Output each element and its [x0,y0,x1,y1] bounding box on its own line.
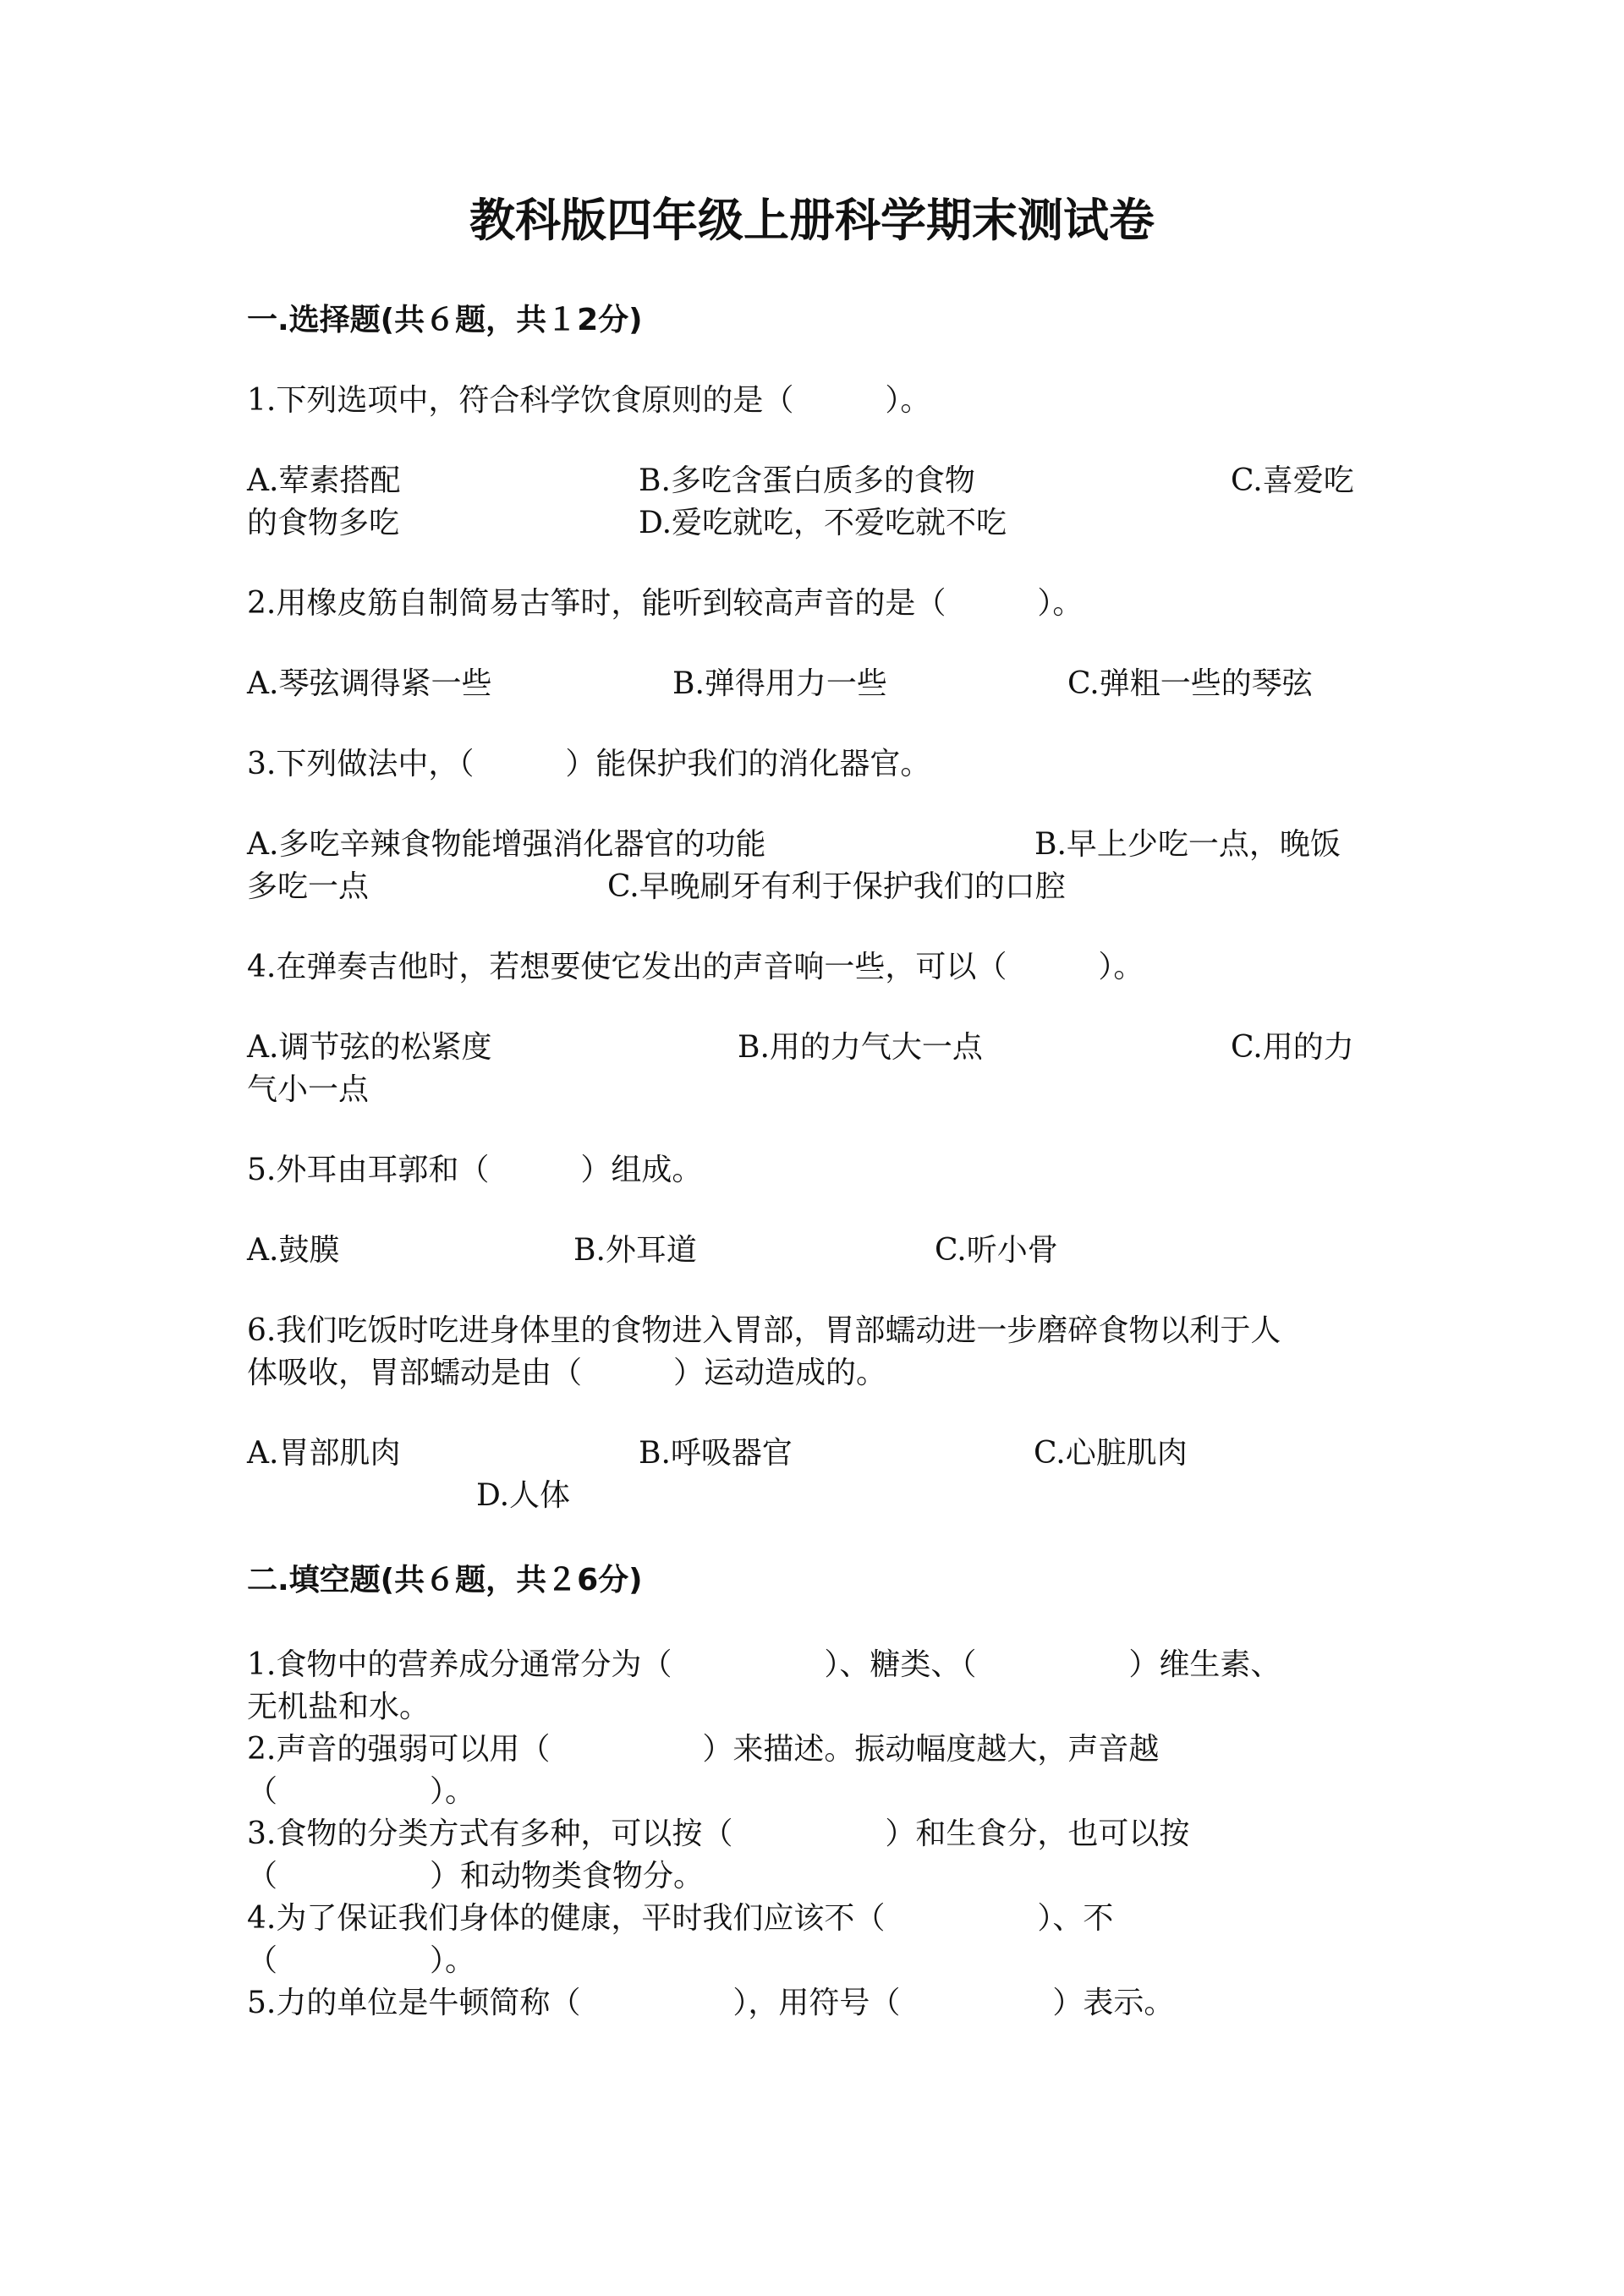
fill-question: 2.声音的强弱可以用（ ）来描述。振动幅度越大，声音越 [247,1732,1160,1767]
option-c: C.早晚刷牙有利于保护我们的口腔 [607,869,1066,904]
option-a: A.胃部肌肉 [247,1436,401,1471]
option-a: A.多吃辛辣食物能增强消化器官的功能 [247,827,766,862]
question-stem: 4.在弹奏吉他时，若想要使它发出的声音响一些，可以（ ）。 [247,950,1144,984]
option-b: B.多吃含蛋白质多的食物 [639,463,975,498]
option-a: A.调节弦的松紧度 [247,1030,492,1065]
option-d: D.人体 [476,1478,571,1513]
page-title: 教科版四年级上册科学期末测试卷 [469,194,1155,247]
option-b: B.弹得用力一些 [672,666,887,701]
question-stem: 6.我们吃饭时吃进身体里的食物进入胃部，胃部蠕动进一步磨碎食物以利于人 [247,1313,1281,1348]
option-b-continued: 多吃一点 [247,869,370,904]
fill-question: 3.食物的分类方式有多种，可以按（ ）和生食分，也可以按 [247,1817,1190,1851]
option-c: C.弹粗一些的琴弦 [1067,666,1313,701]
fill-question-continued: （ ）。 [247,1943,476,1978]
option-c: C.用的力 [1231,1030,1354,1065]
question-stem-continued: 体吸收，胃部蠕动是由（ ）运动造成的。 [247,1356,887,1390]
section-heading-choice: 一.选择题(共６题，共１2分) [247,303,643,337]
option-c: C.喜爱吃 [1231,463,1354,498]
option-c: C.听小骨 [935,1233,1058,1268]
fill-question-continued: （ ）。 [247,1774,476,1809]
option-c-continued: 的食物多吃 [247,506,400,540]
fill-question: 4.为了保证我们身体的健康，平时我们应该不（ ）、不 [247,1901,1114,1936]
question-stem: 2.用橡皮筋自制简易古筝时，能听到较高声音的是（ ）。 [247,586,1084,621]
question-stem: 3.下列做法中，（ ）能保护我们的消化器官。 [247,747,931,781]
option-b: B.呼吸器官 [639,1436,793,1471]
section-heading-fill: 二.填空题(共６题，共２6分) [247,1563,643,1597]
option-a: A.琴弦调得紧一些 [247,666,492,701]
option-c-continued: 气小一点 [247,1072,370,1107]
option-b: B.用的力气大一点 [738,1030,983,1065]
fill-question: 5.力的单位是牛顿简称（ ），用符号（ ）表示。 [247,1986,1175,2020]
option-b: B.早上少吃一点，晚饭 [1034,827,1341,862]
fill-question-continued: 无机盐和水。 [247,1690,431,1724]
option-b: B.外耳道 [573,1233,697,1268]
question-stem: 1.下列选项中，符合科学饮食原则的是（ ）。 [247,383,931,418]
option-d: D.爱吃就吃，不爱吃就不吃 [639,506,1007,540]
fill-question-continued: （ ）和动物类食物分。 [247,1859,705,1893]
question-stem: 5.外耳由耳郭和（ ）组成。 [247,1153,703,1187]
fill-question: 1.食物中的营养成分通常分为（ ）、糖类、（ ）维生素、 [247,1647,1281,1682]
option-a: A.荤素搭配 [247,463,401,498]
option-c: C.心脏肌肉 [1034,1436,1188,1471]
option-a: A.鼓膜 [247,1233,340,1268]
